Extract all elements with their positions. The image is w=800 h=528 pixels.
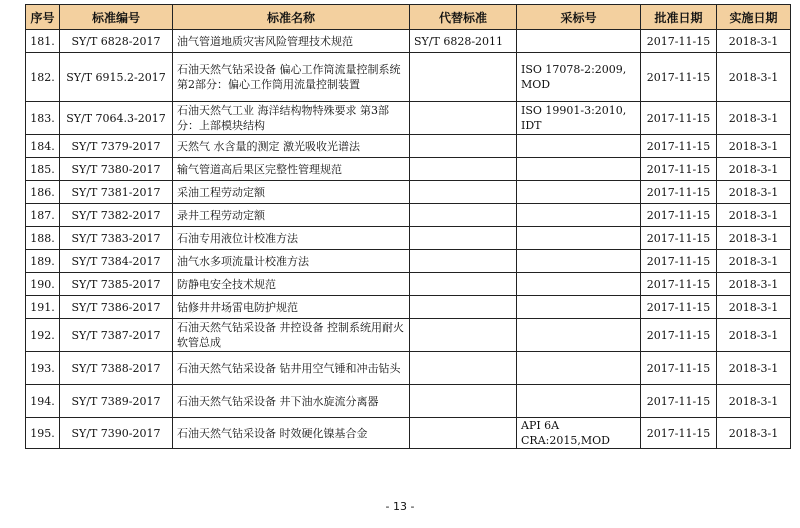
- cell-standard-name: 油气管道地质灾害风险管理技术规范: [173, 30, 410, 53]
- cell-adopted-standard: [517, 204, 641, 227]
- page-number: - 13 -: [385, 500, 415, 513]
- cell-adopted-standard: [517, 30, 641, 53]
- cell-replaced-standard: [410, 102, 517, 135]
- cell-standard-code: SY/T 7389-2017: [60, 385, 173, 418]
- cell-row-number: 188.: [26, 227, 60, 250]
- cell-effective-date: 2018-3-1: [717, 352, 791, 385]
- cell-standard-code: SY/T 7387-2017: [60, 319, 173, 352]
- column-header-approval-date: 批准日期: [641, 5, 717, 30]
- cell-row-number: 185.: [26, 158, 60, 181]
- table-row: [26, 352, 791, 385]
- cell-effective-date: 2018-3-1: [717, 135, 791, 158]
- table-row: [26, 296, 791, 319]
- table-row: [26, 418, 791, 449]
- cell-standard-name: 油气水多项流量计校准方法: [173, 250, 410, 273]
- cell-standard-code: SY/T 7390-2017: [60, 418, 173, 449]
- table-row: [26, 102, 791, 135]
- cell-effective-date: 2018-3-1: [717, 30, 791, 53]
- cell-approval-date: 2017-11-15: [641, 296, 717, 319]
- table-row: [26, 227, 791, 250]
- cell-standard-code: SY/T 7064.3-2017: [60, 102, 173, 135]
- cell-replaced-standard: [410, 135, 517, 158]
- cell-effective-date: 2018-3-1: [717, 227, 791, 250]
- cell-standard-code: SY/T 7385-2017: [60, 273, 173, 296]
- cell-approval-date: 2017-11-15: [641, 135, 717, 158]
- cell-approval-date: 2017-11-15: [641, 227, 717, 250]
- table-row: [26, 273, 791, 296]
- cell-adopted-standard: API 6A CRA:2015,MOD: [517, 418, 641, 449]
- cell-approval-date: 2017-11-15: [641, 158, 717, 181]
- cell-approval-date: 2017-11-15: [641, 273, 717, 296]
- cell-standard-code: SY/T 7382-2017: [60, 204, 173, 227]
- cell-standard-code: SY/T 7383-2017: [60, 227, 173, 250]
- cell-adopted-standard: [517, 296, 641, 319]
- cell-adopted-standard: [517, 135, 641, 158]
- cell-adopted-standard: [517, 319, 641, 352]
- cell-standard-name: 石油天然气钻采设备 井控设备 控制系统用耐火软管总成: [173, 319, 410, 352]
- column-header-standard-code: 标准编号: [60, 5, 173, 30]
- cell-effective-date: 2018-3-1: [717, 418, 791, 449]
- cell-approval-date: 2017-11-15: [641, 204, 717, 227]
- table-row: [26, 250, 791, 273]
- cell-row-number: 189.: [26, 250, 60, 273]
- table-row: [26, 204, 791, 227]
- cell-standard-name: 录井工程劳动定额: [173, 204, 410, 227]
- cell-effective-date: 2018-3-1: [717, 385, 791, 418]
- cell-replaced-standard: [410, 181, 517, 204]
- cell-adopted-standard: [517, 227, 641, 250]
- cell-replaced-standard: [410, 53, 517, 102]
- cell-row-number: 187.: [26, 204, 60, 227]
- cell-standard-name: 钻修井井场雷电防护规范: [173, 296, 410, 319]
- column-header-number: 序号: [26, 5, 60, 30]
- cell-adopted-standard: [517, 352, 641, 385]
- cell-standard-code: SY/T 7381-2017: [60, 181, 173, 204]
- cell-standard-code: SY/T 7388-2017: [60, 352, 173, 385]
- column-header-replaced-standard: 代替标准: [410, 5, 517, 30]
- cell-row-number: 181.: [26, 30, 60, 53]
- cell-replaced-standard: [410, 227, 517, 250]
- table-row: [26, 30, 791, 53]
- cell-effective-date: 2018-3-1: [717, 53, 791, 102]
- header-row: [26, 5, 791, 30]
- cell-adopted-standard: [517, 250, 641, 273]
- cell-approval-date: 2017-11-15: [641, 102, 717, 135]
- cell-adopted-standard: ISO 17078-2:2009, MOD: [517, 53, 641, 102]
- table-row: [26, 135, 791, 158]
- cell-standard-name: 石油专用液位计校准方法: [173, 227, 410, 250]
- cell-approval-date: 2017-11-15: [641, 250, 717, 273]
- cell-effective-date: 2018-3-1: [717, 204, 791, 227]
- cell-standard-code: SY/T 7380-2017: [60, 158, 173, 181]
- cell-standard-name: 天然气 水含量的测定 激光吸收光谱法: [173, 135, 410, 158]
- cell-row-number: 186.: [26, 181, 60, 204]
- cell-replaced-standard: [410, 296, 517, 319]
- column-header-standard-name: 标准名称: [173, 5, 410, 30]
- table-row: [26, 385, 791, 418]
- cell-effective-date: 2018-3-1: [717, 296, 791, 319]
- column-header-effective-date: 实施日期: [717, 5, 791, 30]
- cell-standard-name: 输气管道高后果区完整性管理规范: [173, 158, 410, 181]
- cell-replaced-standard: [410, 273, 517, 296]
- table-body: [26, 30, 791, 449]
- cell-row-number: 183.: [26, 102, 60, 135]
- cell-effective-date: 2018-3-1: [717, 181, 791, 204]
- cell-adopted-standard: [517, 181, 641, 204]
- cell-row-number: 195.: [26, 418, 60, 449]
- cell-effective-date: 2018-3-1: [717, 319, 791, 352]
- cell-standard-name: 石油天然气钻采设备 偏心工作筒流量控制系统 第2部分：偏心工作筒用流量控制装置: [173, 53, 410, 102]
- cell-replaced-standard: [410, 418, 517, 449]
- cell-approval-date: 2017-11-15: [641, 352, 717, 385]
- cell-approval-date: 2017-11-15: [641, 418, 717, 449]
- cell-row-number: 193.: [26, 352, 60, 385]
- table-row: [26, 319, 791, 352]
- cell-approval-date: 2017-11-15: [641, 181, 717, 204]
- cell-standard-name: 石油天然气工业 海洋结构物特殊要求 第3部分：上部模块结构: [173, 102, 410, 135]
- cell-approval-date: 2017-11-15: [641, 319, 717, 352]
- cell-replaced-standard: [410, 204, 517, 227]
- table-row: [26, 181, 791, 204]
- cell-row-number: 191.: [26, 296, 60, 319]
- cell-effective-date: 2018-3-1: [717, 250, 791, 273]
- cell-standard-code: SY/T 6915.2-2017: [60, 53, 173, 102]
- cell-replaced-standard: [410, 158, 517, 181]
- cell-approval-date: 2017-11-15: [641, 53, 717, 102]
- cell-row-number: 184.: [26, 135, 60, 158]
- cell-adopted-standard: ISO 19901-3:2010, IDT: [517, 102, 641, 135]
- cell-replaced-standard: SY/T 6828-2011: [410, 30, 517, 53]
- cell-replaced-standard: [410, 319, 517, 352]
- cell-standard-code: SY/T 7386-2017: [60, 296, 173, 319]
- cell-effective-date: 2018-3-1: [717, 273, 791, 296]
- cell-adopted-standard: [517, 273, 641, 296]
- cell-row-number: 192.: [26, 319, 60, 352]
- cell-replaced-standard: [410, 352, 517, 385]
- table-row: [26, 53, 791, 102]
- cell-approval-date: 2017-11-15: [641, 385, 717, 418]
- cell-effective-date: 2018-3-1: [717, 102, 791, 135]
- standards-table: [25, 4, 791, 449]
- cell-standard-name: 防静电安全技术规范: [173, 273, 410, 296]
- cell-standard-name: 石油天然气钻采设备 钻井用空气锤和冲击钻头: [173, 352, 410, 385]
- cell-adopted-standard: [517, 385, 641, 418]
- cell-standard-name: 石油天然气钻采设备 井下油水旋流分离器: [173, 385, 410, 418]
- cell-standard-name: 采油工程劳动定额: [173, 181, 410, 204]
- column-header-adopted-standard: 采标号: [517, 5, 641, 30]
- cell-approval-date: 2017-11-15: [641, 30, 717, 53]
- cell-row-number: 190.: [26, 273, 60, 296]
- cell-replaced-standard: [410, 385, 517, 418]
- cell-standard-code: SY/T 7384-2017: [60, 250, 173, 273]
- table-row: [26, 158, 791, 181]
- cell-adopted-standard: [517, 158, 641, 181]
- cell-replaced-standard: [410, 250, 517, 273]
- cell-standard-name: 石油天然气钻采设备 时效硬化镍基合金: [173, 418, 410, 449]
- cell-row-number: 194.: [26, 385, 60, 418]
- cell-standard-code: SY/T 6828-2017: [60, 30, 173, 53]
- cell-row-number: 182.: [26, 53, 60, 102]
- cell-standard-code: SY/T 7379-2017: [60, 135, 173, 158]
- cell-effective-date: 2018-3-1: [717, 158, 791, 181]
